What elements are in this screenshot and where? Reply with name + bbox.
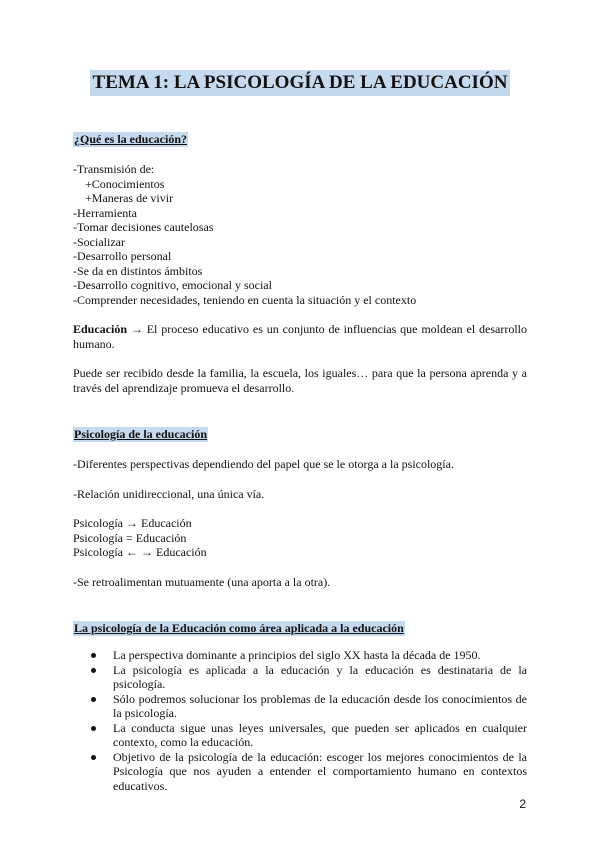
document-page [73,70,527,793]
body-line: -Diferentes perspectivas dependiendo del papel que se le otorga a la psicología. [73,457,454,471]
title-container [73,70,527,96]
section-heading: La psicología de la Educación como área aplicada a la educación [74,621,404,635]
relation-line: Psicología ← → Educación [73,545,207,559]
definition-term: Educación [73,322,128,336]
list-item: -Desarrollo cognitivo, emocional y social [73,278,272,292]
page-number: 2 [519,797,526,811]
section-heading: Psicología de la educación [74,427,207,441]
section-educational-psychology [73,425,527,589]
bullet-icon [91,755,96,760]
list-item: -Desarrollo personal [73,249,172,263]
bullet-icon [91,697,96,702]
list-item: +Maneras de vivir [85,191,174,205]
bullet-item: La perspectiva dominante a principios del siglo XX hasta la década de 1950. [113,648,527,663]
bullet-item: Objetivo de la psicología de la educación: escoger los mejores conocimientos de la Psicología que nos ayuden a entender el comportamiento humano en contextos educativos. [113,750,527,794]
list-item: -Transmisión de: [73,162,155,176]
body-line: -Relación unidireccional, una única vía. [73,486,265,501]
list-item: -Comprender necesidades, teniendo en cuenta la situación y el contexto [73,292,417,307]
section-applied-area [73,619,527,793]
bullet-item: Sólo podremos solucionar los problemas de la educación desde los conocimientos de la psicología. [113,692,527,721]
bullet-list [73,648,527,793]
bullet-icon [91,668,96,673]
bullet-icon [91,726,96,731]
relation-line: Psicología → Educación [73,516,192,530]
body-paragraph: Puede ser recibido desde la familia, la escuela, los iguales… para que la persona aprenda y a través del aprendizaje promueva el desarrollo. [73,366,527,395]
bullet-item: La conducta sigue unas leyes universales, que pueden ser aplicados en cualquier contexto, como la educación. [113,721,527,750]
list-item: -Herramienta [73,205,137,220]
bullet-icon [91,653,96,658]
list-item: -Tomar decisiones cautelosas [73,220,214,234]
list-item: -Socializar [73,234,125,249]
list-item: +Conocimientos [85,176,165,191]
definition-paragraph [73,322,527,351]
list-item: -Se da en distintos ámbitos [73,263,203,278]
section-what-is-education [73,130,527,395]
bullet-item: La psicología es aplicada a la educación y la educación es destinataria de la psicología. [113,663,527,692]
section-heading: ¿Qué es la educación? [74,132,187,146]
definition-text: → El proceso educativo es un conjunto de influencias que moldean el desarrollo humano. [73,322,527,351]
page-title: TEMA 1: LA PSICOLOGÍA DE LA EDUCACIÓN [90,70,511,96]
body-line: -Se retroalimentan mutuamente (una aporta a la otra). [73,574,331,589]
relation-line: Psicología = Educación [73,530,187,545]
